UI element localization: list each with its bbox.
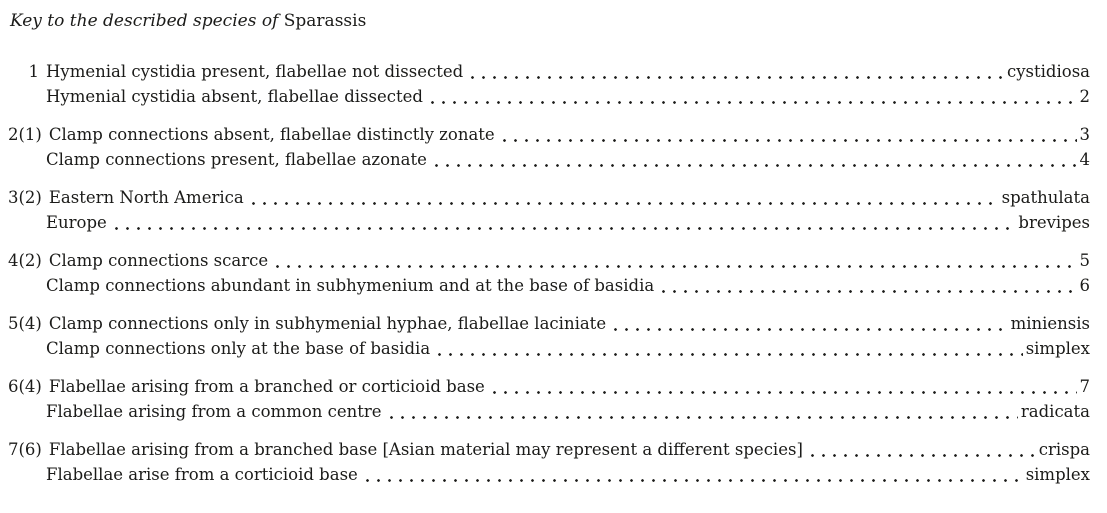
lead-text: Clamp connections only in subhymenial hyphae, flabellae laciniate [48,314,607,333]
dot-leader [431,147,1077,172]
key-lead-row [8,122,1090,147]
key-couplet [8,248,1090,298]
title-italic-part: Key to the described species of [10,11,284,31]
lead-text: Clamp connections present, flabellae azonate [46,150,427,169]
dot-leader [272,248,1076,273]
key-lead-row [8,462,1090,487]
couplet-number: 1 [28,62,39,81]
key-lead-row [8,336,1090,361]
couplet-number: 4(2) [8,251,42,270]
key-lead-row [8,185,1090,210]
lead-terminal: simplex [1025,465,1090,484]
page-title [10,10,1090,32]
dot-leader [499,122,1077,147]
dot-leader [386,399,1018,424]
dot-leader [434,336,1023,361]
key-couplets [8,59,1090,487]
lead-terminal: 6 [1079,276,1090,295]
couplet-number: 2(1) [8,125,42,144]
key-lead-row [8,374,1090,399]
lead-terminal: 5 [1079,251,1090,270]
lead-terminal: crispa [1038,440,1090,459]
couplet-number: 7(6) [8,440,42,459]
lead-text: Clamp connections scarce [48,251,269,270]
key-lead-row [8,273,1090,298]
key-lead-row [8,311,1090,336]
lead-text: Clamp connections abundant in subhymenium and at the base of basidia [46,276,655,295]
key-lead-row [8,437,1090,462]
key-couplet [8,59,1090,109]
lead-terminal: 4 [1079,150,1090,169]
key-couplet [8,374,1090,424]
lead-text: Hymenial cystidia absent, flabellae dissected [46,87,423,106]
lead-text: Flabellae arising from a common centre [46,402,382,421]
dot-leader [610,311,1007,336]
couplet-number: 5(4) [8,314,42,333]
lead-terminal: cystidiosa [1006,62,1090,81]
dot-leader [467,59,1004,84]
lead-text: Hymenial cystidia present, flabellae not dissected [46,62,464,81]
lead-text: Flabellae arising from a branched or corticioid base [48,377,485,396]
title-genus: Sparassis [283,11,367,31]
dot-leader [248,185,999,210]
dot-leader [362,462,1023,487]
lead-terminal: 3 [1079,125,1090,144]
lead-terminal: spathulata [1001,188,1090,207]
key-couplet [8,122,1090,172]
lead-terminal: 7 [1079,377,1090,396]
dot-leader [427,84,1077,109]
lead-terminal: miniensis [1010,314,1090,333]
lead-text: Europe [46,213,107,232]
lead-terminal: brevipes [1018,213,1090,232]
dot-leader [111,210,1016,235]
key-lead-row [8,59,1090,84]
couplet-number: 3(2) [8,188,42,207]
key-lead-row [8,84,1090,109]
lead-text: Clamp connections absent, flabellae distinctly zonate [48,125,495,144]
key-lead-row [8,147,1090,172]
key-lead-row [8,399,1090,424]
dot-leader [489,374,1077,399]
key-couplet [8,437,1090,487]
lead-text: Flabellae arising from a branched base [Asian material may represent a different species] [48,440,803,459]
dot-leader [658,273,1076,298]
lead-text: Clamp connections only at the base of basidia [46,339,431,358]
lead-terminal: radicata [1020,402,1090,421]
key-couplet [8,185,1090,235]
key-lead-row [8,248,1090,273]
lead-text: Eastern North America [48,188,244,207]
lead-terminal: simplex [1025,339,1090,358]
key-lead-row [8,210,1090,235]
key-couplet [8,311,1090,361]
lead-terminal: 2 [1079,87,1090,106]
dot-leader [807,437,1036,462]
lead-text: Flabellae arise from a corticioid base [46,465,358,484]
couplet-number: 6(4) [8,377,42,396]
